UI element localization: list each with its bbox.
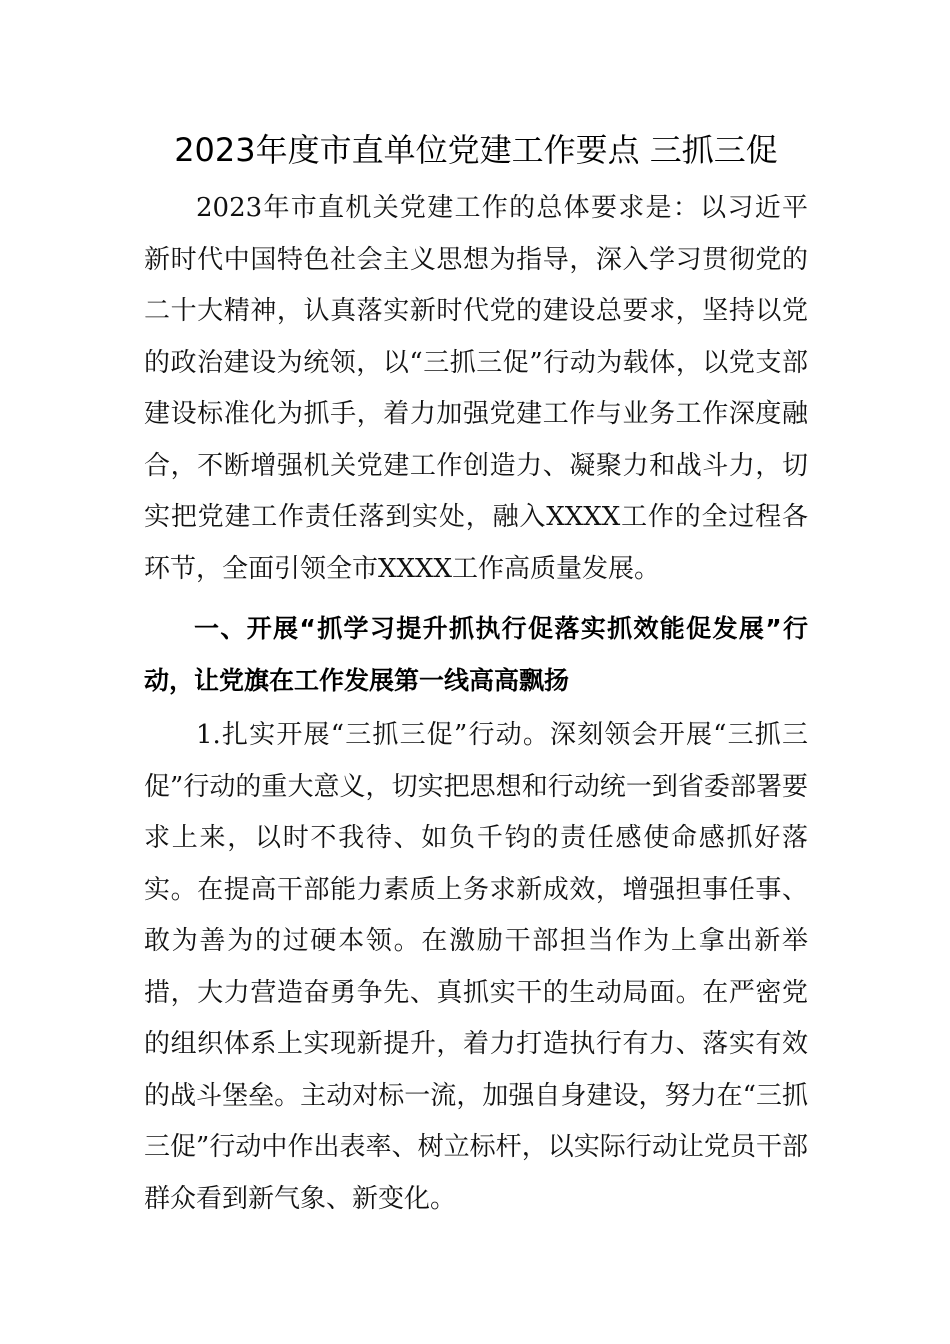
section-heading: 一、开展“抓学习提升抓执行促落实抓效能促发展”行动，让党旗在工作发展第一线高高飘扬 <box>144 614 808 695</box>
section-item-paragraph: 1.扎实开展“三抓三促”行动。深刻领会开展“三抓三促”行动的重大意义，切实把思想和行动统一到省委部署要求上来，以时不我待、如负千钧的责任感使命感抓好落实。在提高干部能力素质上务求新成效，增强担事任事、敢为善为的过硬本领。在激励干部担当作为上拿出新举措，大力营造奋勇争先、真抓实干的生动局面。在严密党的组织体系上实现新提升，着力打造执行有力、落实有效的战斗堡垒。主动对标一流，加强自身建设，努力在“三抓三促”行动中作出表率、树立标杆，以实际行动让党员干部群众看到新气象、新变化。 <box>144 720 808 1214</box>
document-title: 2023年度市直单位党建工作要点 三抓三促 <box>174 131 778 169</box>
intro-paragraph: 2023年市直机关党建工作的总体要求是：以习近平新时代中国特色社会主义思想为指导，深入学习贯彻党的二十大精神，认真落实新时代党的建设总要求，坚持以党的政治建设为统领，以“三抓三促”行动为载体，以党支部建设标准化为抓手，着力加强党建工作与业务工作深度融合，不断增强机关党建工作创造力、凝聚力和战斗力，切实把党建工作责任落到实处，融入XXXX工作的全过程各环节，全面引领全市XXXX工作高质量发展。 <box>144 193 808 584</box>
document-body <box>144 128 808 1225</box>
